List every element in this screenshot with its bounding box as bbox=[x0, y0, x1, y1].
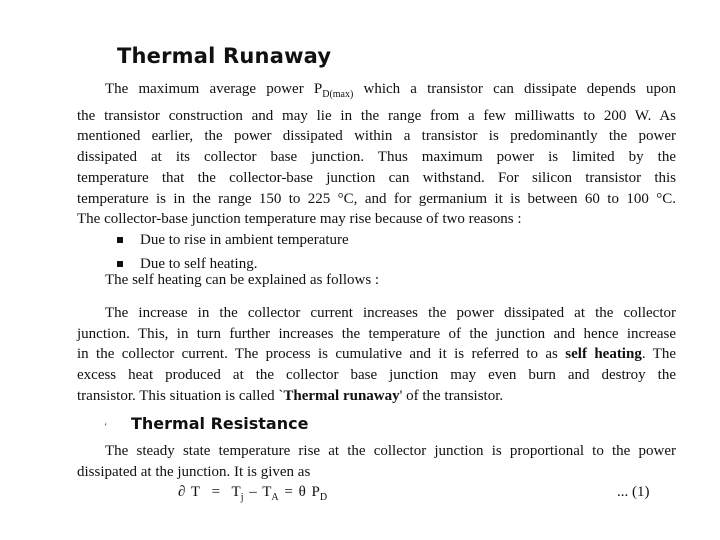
text-line: the transistor construction and may lie in the range from a few milliwatts to 200 W. As bbox=[77, 107, 676, 124]
text-line: temperature that the collector-base junction can withstand. For silicon transistor this bbox=[77, 169, 676, 186]
paragraph-power-dissipation bbox=[77, 79, 676, 230]
paragraph-self-heating bbox=[77, 303, 676, 407]
paragraph-thermal-resistance bbox=[77, 441, 676, 482]
text-line: dissipated at its collector base junction. Thus maximum power is limited by the bbox=[77, 149, 676, 166]
equation: ∂ $T = T_j - T_A = \theta$ $P_D$ bbox=[178, 484, 328, 503]
equation-number: ... (1) bbox=[617, 484, 650, 500]
text-line: The maximum average power $P_{D(max)}$ which a transistor can dissipate depends upon bbox=[105, 81, 676, 100]
explain-line: The self heating can be explained as follows : bbox=[105, 272, 380, 288]
text-line: transistor. This situation is called `Thermal runaway' of the transistor. bbox=[77, 387, 504, 404]
text-line: The collector-base junction temperature may rise because of two reasons : bbox=[77, 211, 522, 228]
stray-mark: ‘ bbox=[104, 422, 108, 433]
term-thermal-runaway: Thermal runaway bbox=[283, 387, 400, 404]
list-item: Due to rise in ambient temperature bbox=[116, 230, 349, 254]
text-line: The steady state temperature rise at the collector junction is proportional to the power bbox=[105, 443, 676, 459]
text-line: dissipated at the junction. It is given as bbox=[77, 463, 311, 480]
text-line: in the collector current. The process is cumulative and it is referred to as self heating. The bbox=[77, 346, 677, 363]
text-line: excess heat produced at the collector base junction may even burn and destroy the bbox=[77, 367, 676, 384]
list-item: Due to self heating. bbox=[116, 254, 349, 278]
reasons-list bbox=[116, 230, 349, 278]
page-title: Thermal Runaway bbox=[117, 44, 332, 68]
text-line: temperature is in the range 150 to 225 °C, and for germanium it is between 60 to 100 °C. bbox=[77, 190, 676, 207]
text-line: mentioned earlier, the power dissipated within a transistor is predominantly the power bbox=[77, 128, 676, 145]
text-line: The increase in the collector current increases the power dissipated at the collector bbox=[105, 305, 676, 321]
text-line: junction. This, in turn further increases the temperature of the junction and hence increase bbox=[77, 325, 676, 342]
section-heading: Thermal Resistance bbox=[131, 414, 309, 433]
term-self-heating: self heating bbox=[565, 346, 642, 363]
